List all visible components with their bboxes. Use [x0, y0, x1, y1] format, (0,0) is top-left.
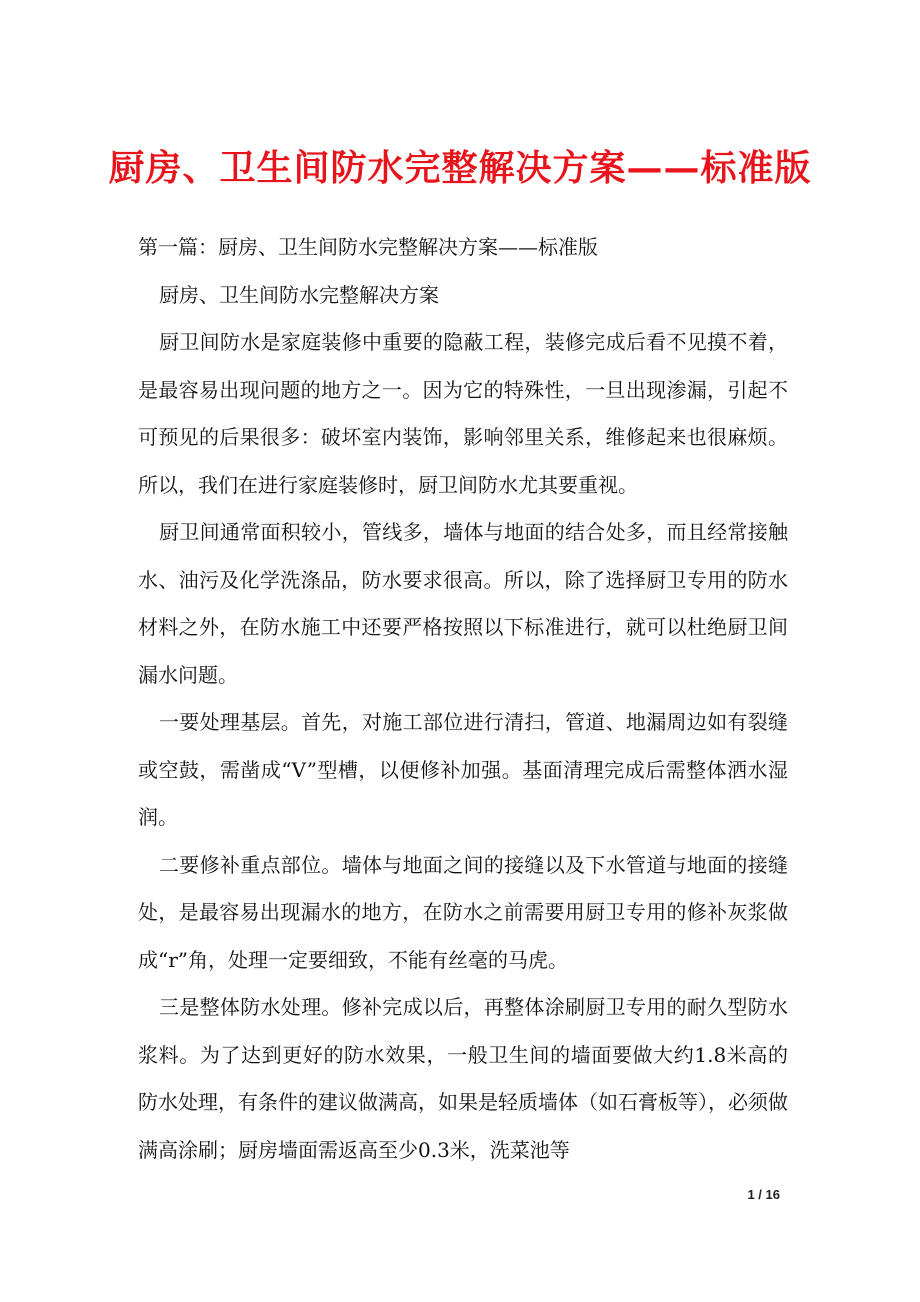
- page-number: 1 / 16: [747, 1187, 780, 1202]
- paragraph-intro: 厨卫间防水是家庭装修中重要的隐蔽工程，装修完成后看不见摸不着，是最容易出现问题的地方之一。因为它的特殊性，一旦出现渗漏，引起不可预见的后果很多：破坏室内装饰，影响邻里关系，维修起来也很麻烦。所以，我们在进行家庭装修时，厨卫间防水尤其要重视。: [138, 330, 788, 497]
- paragraph-step-one: 一要处理基层。首先，对施工部位进行清扫，管道、地漏周边如有裂缝或空鼓，需凿成“V”型槽，以便修补加强。基面清理完成后需整体洒水湿润。: [138, 710, 788, 829]
- paragraph-step-two: 二要修补重点部位。墙体与地面之间的接缝以及下水管道与地面的接缝处，是最容易出现漏水的地方，在防水之前需要用厨卫专用的修补灰浆做成“r”角，处理一定要细致，不能有丝毫的马虎。: [138, 852, 788, 972]
- paragraph-requirements: 厨卫间通常面积较小，管线多，墙体与地面的结合处多，而且经常接触水、油污及化学洗涤品，防水要求很高。所以，除了选择厨卫专用的防水材料之外，在防水施工中还要严格按照以下标准进行，就可以杜绝厨卫间漏水问题。: [138, 520, 788, 687]
- section-heading: 第一篇：厨房、卫生间防水完整解决方案——标准版: [138, 235, 598, 259]
- paragraph-step-three: 三是整体防水处理。修补完成以后，再整体涂刷厨卫专用的耐久型防水浆料。为了达到更好的防水效果，一般卫生间的墙面要做大约1.8米高的防水处理，有条件的建议做满高，如果是轻质墙体（如石膏板等），必须做满高涂刷；厨房墙面需返高至少0.3米，洗菜池等: [138, 995, 788, 1162]
- document-body: [138, 224, 788, 1174]
- document-title: 厨房、卫生间防水完整解决方案——标准版: [108, 147, 812, 189]
- subheading: 厨房、卫生间防水完整解决方案: [159, 282, 439, 307]
